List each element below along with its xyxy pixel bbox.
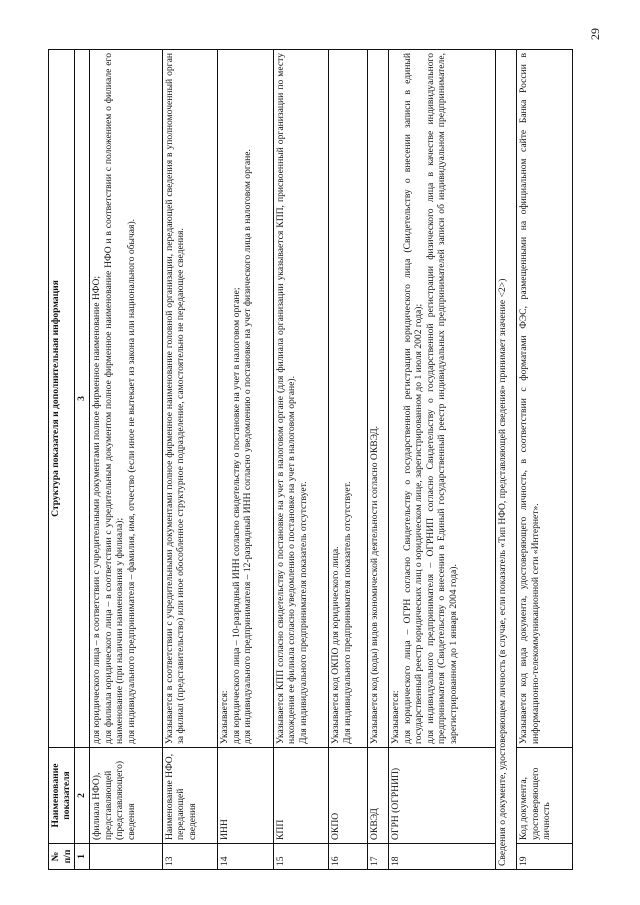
indicator-description <box>273 50 329 748</box>
indicator-description <box>218 50 274 748</box>
description-paragraph: Указывается код вида документа, удостоверяющего личность, в соответствии с форматами ФЭС, размещенными на официальном сайте Банка России в информационно-телекоммуникационной сети «Интернет». <box>518 53 541 744</box>
indicator-name: (филиала НФО), представляющей (представляющего) сведения <box>90 748 163 844</box>
column-number-3: 3 <box>75 50 90 748</box>
table-row <box>162 50 218 870</box>
header-structure: Структура показателя и дополнительная информация <box>49 50 75 748</box>
table-row <box>389 50 496 870</box>
column-number-1: 1 <box>75 844 90 870</box>
table-row <box>367 50 388 870</box>
indicator-name: КПП <box>273 748 329 844</box>
indicator-description <box>329 50 368 748</box>
row-number: 18 <box>389 844 496 870</box>
description-paragraph: Для индивидуального предпринимателя показатель отсутствует. <box>341 481 353 744</box>
column-number-row <box>75 50 90 870</box>
indicator-name: ОКВЭД <box>367 748 388 844</box>
indicator-description <box>389 50 496 748</box>
indicator-description <box>90 50 163 748</box>
indicator-name: ОГРН (ОГРНИП) <box>389 748 496 844</box>
description-paragraph: Указывается КПП согласно свидетельству о постановке на учет в налоговом органе (для филиала организации указывается КПП, присвоенный организации по месту нахождения ее филиала согласно уведомлению о постановке на учет в налоговом органе). <box>274 53 298 744</box>
table-body <box>90 50 573 870</box>
table-row <box>329 50 368 870</box>
table-row <box>90 50 163 870</box>
header-number: № п/п <box>49 844 75 870</box>
row-number: 19 <box>517 844 573 870</box>
table-row <box>218 50 274 870</box>
table-row <box>273 50 329 870</box>
header-indicator-name: Наименование показателя <box>49 748 75 844</box>
description-paragraph: для юридического лица – ОГРН согласно Свидетельству о государственной регистрации юридического лица (Свидетельству о внесении записи в единый государственный реестр юридических лиц о юридическом лице, зарегистрированном до 1 июля 2002 года); <box>401 53 425 744</box>
description-paragraph: Указывается в соответствии с учредительными документами полное фирменное наименование головной организации, передающей сведения в уполномоченный орган за филиал (представительство) или иное обособленное структурное подразделение, самостоятельно не передающее сведения. <box>163 53 187 744</box>
description-paragraph: для филиала юридического лица – в соответствии с учредительным документом полное фирменное наименование НФО и в соответствии с положением о филиале его наименование (при наличии наименования у филиала); <box>102 53 125 744</box>
page-number: 29 <box>588 28 602 40</box>
indicator-name: ОКПО <box>329 748 368 844</box>
description-paragraph: Для индивидуального предпринимателя показатель отсутствует. <box>297 481 309 744</box>
row-number: 15 <box>273 844 329 870</box>
row-number: 16 <box>329 844 368 870</box>
description-paragraph: Указывается код (коды) видов экономической деятельности согласно ОКВЭД. <box>368 425 380 744</box>
description-paragraph: для индивидуального предпринимателя – 12-разрядный ИНН согласно уведомлению о постановке на учет физического лица в налоговом органе. <box>242 149 254 744</box>
table-row <box>517 50 573 870</box>
indicator-description <box>367 50 388 748</box>
column-number-2: 2 <box>75 748 90 844</box>
indicator-description <box>517 50 573 748</box>
indicator-name: Код документа, удостоверяющего личность <box>517 748 573 844</box>
row-number: 17 <box>367 844 388 870</box>
description-paragraph: для юридического лица – 10-разрядный ИНН согласно свидетельству о постановке на учет в налоговом органе; <box>230 287 242 744</box>
section-heading: Сведения о документе, удостоверяющем личность (в случае, если показатель «Тип НФО, представляющей сведения» принимает значение <2>) <box>495 50 516 870</box>
table-section-row <box>495 50 516 870</box>
description-paragraph: для индивидуального предпринимателя – ОГРНИП согласно Свидетельству о государственной регистрации физического лица в качестве индивидуального предпринимателя (Свидетельству о внесении в Единый государственный реестр индивидуальных предпринимателей записи об индивидуальном предпринимателе, зарегистрированном до 1 января 2004 года). <box>424 53 459 744</box>
description-paragraph: Указывается код ОКПО для юридического лица. <box>330 546 342 744</box>
row-number: 14 <box>218 844 274 870</box>
table-header-row <box>49 50 75 870</box>
indicator-description <box>162 50 218 748</box>
row-number <box>90 844 163 870</box>
rotated-table-sheet <box>48 50 573 870</box>
description-paragraph: для индивидуального предпринимателя – фамилия, имя, отчество (если иное не вытекает из закона или национального обычая). <box>125 218 137 744</box>
description-paragraph: для юридического лица – в соответствии с учредительными документами полное фирменное наименование НФО; <box>91 275 102 744</box>
description-paragraph: Указывается: <box>219 690 231 744</box>
description-paragraph: Указывается: <box>390 690 402 744</box>
indicator-name: ИНН <box>218 748 274 844</box>
row-number: 13 <box>162 844 218 870</box>
indicator-structure-table <box>48 49 573 870</box>
indicator-name: Наименование НФО, передающей сведения <box>162 748 218 844</box>
